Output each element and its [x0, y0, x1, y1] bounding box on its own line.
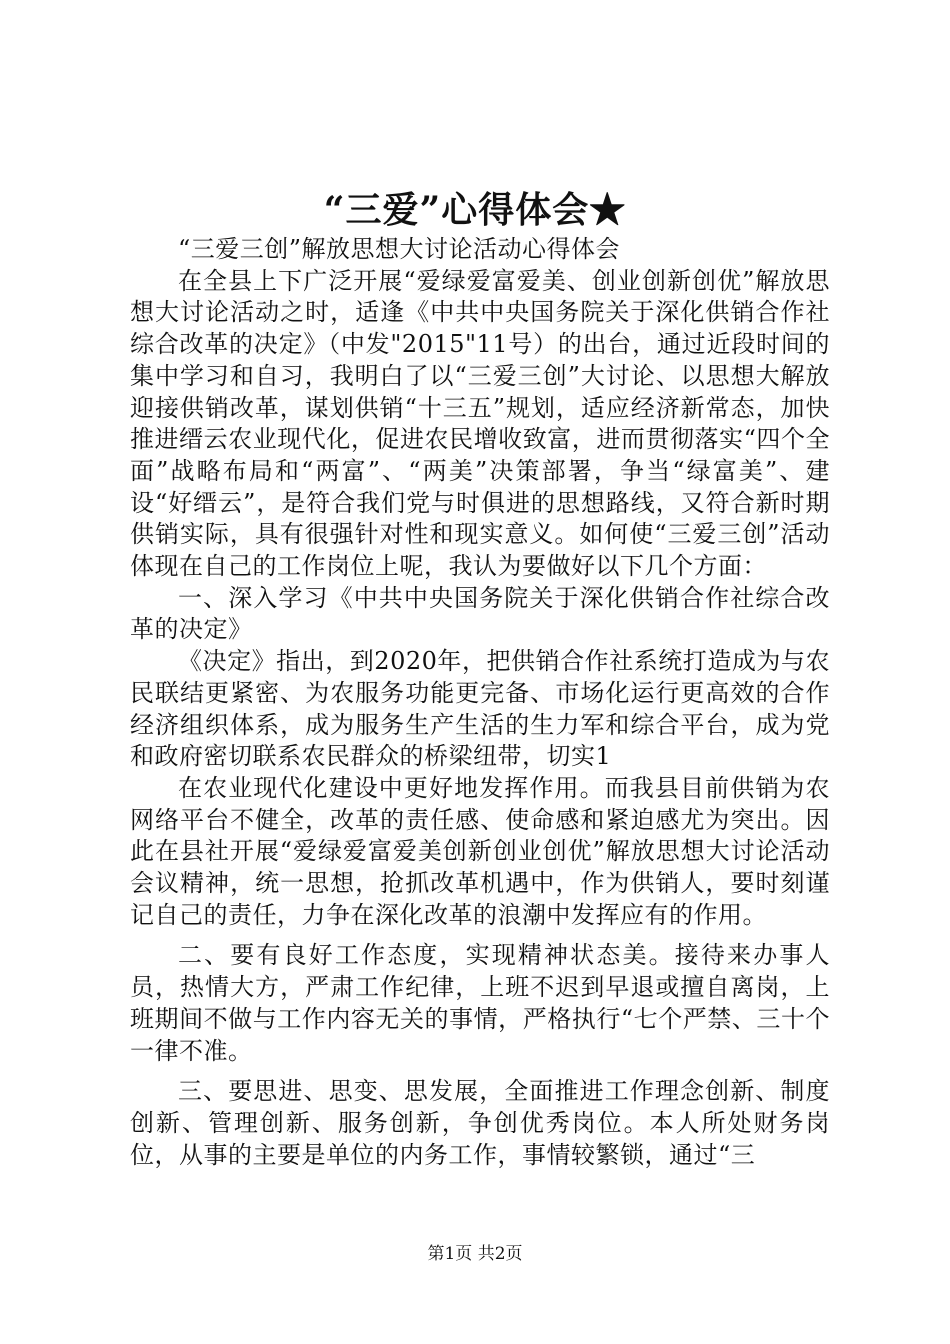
- document-body: [130, 234, 830, 1171]
- section-paragraph-3: 三、要思进、思变、思发展，全面推进工作理念创新、制度创新、管理创新、服务创新，争创优秀岗位。本人所处财务岗位，从事的主要是单位的内务工作，事情较繁锁，通过“三: [130, 1077, 830, 1169]
- subtitle-paragraph: “三爱三创”解放思想大讨论活动心得体会: [178, 235, 621, 263]
- intro-paragraph: 在全县上下广泛开展“爱绿爱富爱美、创业创新创优”解放思想大讨论活动之时，适逢《中共中央国务院关于深化供销合作社综合改革的决定》（中发"2015"11号）的出台，通过近段时间的集中学习和自习，我明白了以“三爱三创”大讨论、以思想大解放迎接供销改革，谋划供销“十三五”规划，适应经济新常态，加快推进缙云农业现代化，促进农民增收致富，进而贯彻落实“四个全面”战略布局和“两富”、“两美”决策部署，争当“绿富美”、建设“好缙云”，是符合我们党与时俱进的思想路线，又符合新时期供销实际，具有很强针对性和现实意义。如何使“三爱三创”活动体现在自己的工作岗位上呢，我认为要做好以下几个方面：: [130, 266, 830, 581]
- agriculture-paragraph: 在农业现代化建设中更好地发挥作用。而我县目前供销为农网络平台不健全，改革的责任感、使命感和紧迫感尤为突出。因此在县社开展“爱绿爱富爱美创新创业创优”解放思想大讨论活动会议精神，统一思想，抢抓改革机遇中，作为供销人，要时刻谨记自己的责任，力争在深化改革的浪潮中发挥应有的作用。: [130, 773, 830, 929]
- page-footer: 第1页 共2页: [427, 1244, 523, 1264]
- section-heading-1: 一、深入学习《中共中央国务院关于深化供销合作社综合改革的决定》: [130, 583, 830, 644]
- section-paragraph-2: 二、要有良好工作态度，实现精神状态美。接待来办事人员，热情大方，严肃工作纪律，上班不迟到早退或擅自离岗，上班期间不做与工作内容无关的事情，严格执行“七个严禁、三十个一律不准。: [130, 941, 830, 1065]
- document-title: “三爱”心得体会★: [323, 189, 627, 231]
- decision-paragraph: 《决定》指出，到2020年，把供销合作社系统打造成为与农民联结更紧密、为农服务功能更完备、市场化运行更高效的合作经济组织体系，成为服务生产生活的生力军和综合平台，成为党和政府密切联系农民群众的桥梁纽带，切实1: [130, 647, 830, 771]
